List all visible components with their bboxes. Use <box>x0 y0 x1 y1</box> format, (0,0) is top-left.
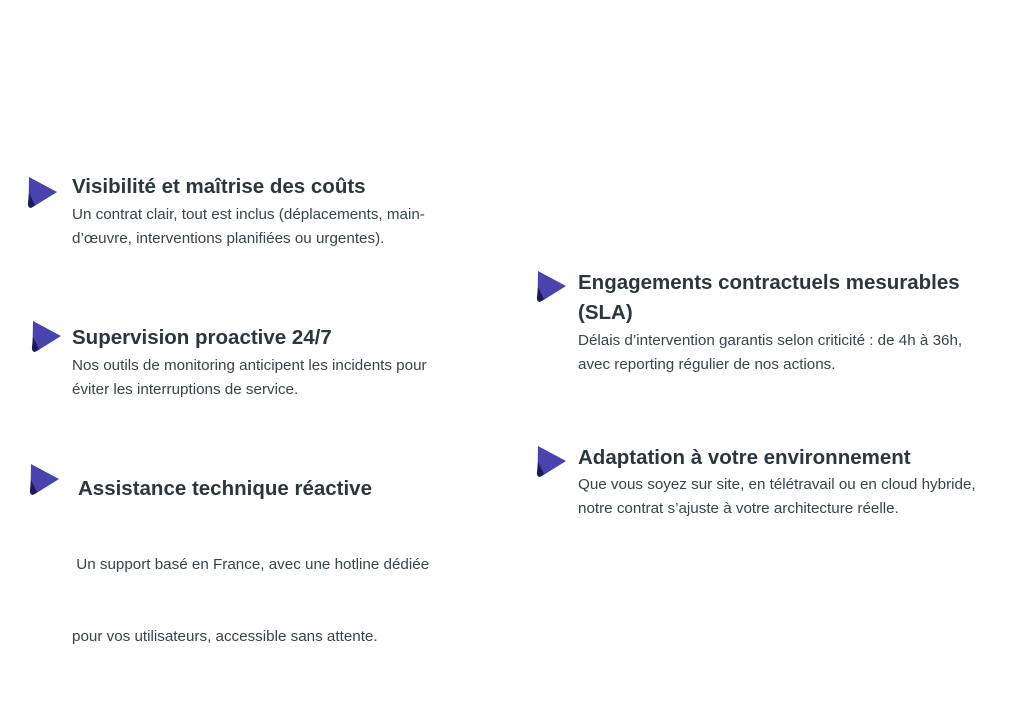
play-arrow-icon <box>24 174 60 210</box>
feature-description <box>72 203 425 251</box>
description-line: Délais d’intervention garantis selon criticité : de 4h à 36h, <box>578 332 963 349</box>
description-line: Que vous soyez sur site, en télétravail ou en cloud hybride, <box>578 476 976 493</box>
title-line: (SLA) <box>578 301 633 324</box>
play-arrow-icon <box>533 268 569 304</box>
feature-description <box>578 473 976 521</box>
feature-title: Supervision proactive 24/7 <box>72 326 332 349</box>
description-line: Nos outils de monitoring anticipent les incidents pour <box>72 357 427 374</box>
play-arrow-icon <box>28 318 64 354</box>
title-line: Engagements contractuels mesurables <box>578 271 960 294</box>
description-line: d’œuvre, interventions planifiées ou urgentes). <box>72 230 385 247</box>
feature-title <box>578 268 960 328</box>
feature-description <box>578 329 962 377</box>
description-line: pour vos utilisateurs, accessible sans attente. <box>72 628 378 645</box>
feature-title: Visibilité et maîtrise des coûts <box>72 175 366 198</box>
feature-description <box>72 505 429 697</box>
description-line: éviter les interruptions de service. <box>72 381 299 398</box>
play-arrow-icon <box>26 461 62 497</box>
description-line: notre contrat s’ajuste à votre architecture réelle. <box>578 500 899 517</box>
description-line: avec reporting régulier de nos actions. <box>578 356 836 373</box>
description-line: Un contrat clair, tout est inclus (déplacements, main- <box>72 206 425 223</box>
description-line: Un support basé en France, avec une hotline dédiée <box>72 556 430 573</box>
feature-description <box>72 354 427 402</box>
feature-title: Adaptation à votre environnement <box>578 446 911 469</box>
feature-title: Assistance technique réactive <box>78 477 372 500</box>
play-arrow-icon <box>533 443 569 479</box>
